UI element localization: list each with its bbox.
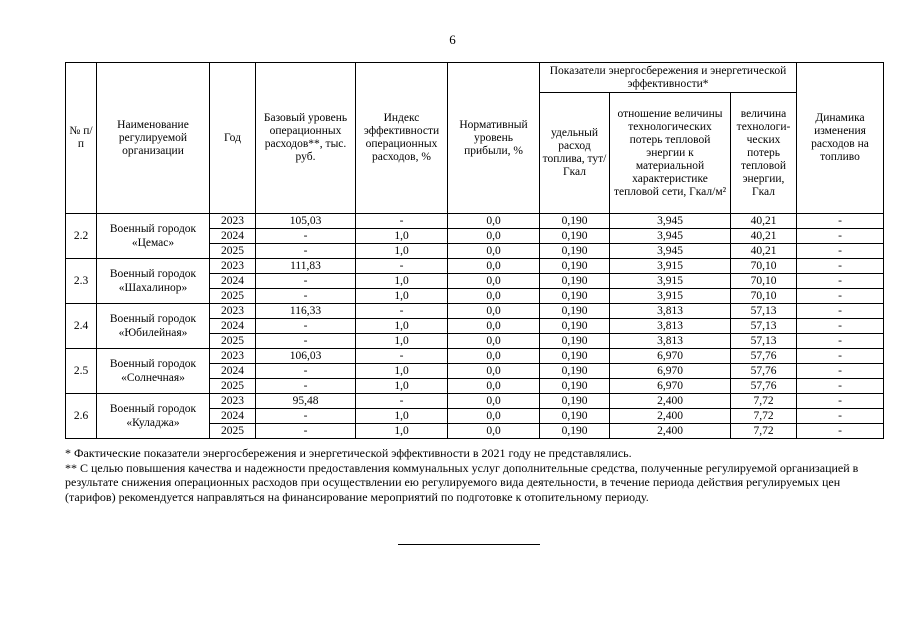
cell-dynamics: - (797, 394, 884, 409)
cell-dynamics: - (797, 289, 884, 304)
cell-losses: 70,10 (731, 259, 797, 274)
cell-year: 2023 (210, 214, 256, 229)
cell-ratio: 6,970 (610, 379, 731, 394)
cell-fuel: 0,190 (540, 229, 610, 244)
cell-ratio: 2,400 (610, 424, 731, 439)
cell-base: 111,83 (256, 259, 356, 274)
cell-index: 1,0 (356, 274, 448, 289)
cell-profit: 0,0 (448, 364, 540, 379)
cell-losses: 57,76 (731, 379, 797, 394)
row-number: 2.6 (66, 394, 97, 439)
cell-profit: 0,0 (448, 259, 540, 274)
table-row (66, 304, 884, 319)
cell-profit: 0,0 (448, 274, 540, 289)
header-dynamics: Динамика изменения расходов на топливо (797, 63, 884, 214)
organization-name: Военный городок «Куладжа» (97, 394, 210, 439)
page-number: 6 (449, 32, 456, 47)
cell-base: - (256, 244, 356, 259)
cell-profit: 0,0 (448, 244, 540, 259)
footnote-2: ** С целью повышения качества и надежности предоставления коммунальных услуг дополнительные средства, полученные регулируемой организацией в результате снижения операционных расходов при осуществлении ею регулируемого вида деятельности, в течение периода действия регулируемых цен (тарифов) рекомендуется направляться на финансирование мероприятий по подготовке к отопительному периоду. (65, 460, 859, 504)
header-ratio: отношение величины технологических потерь тепловой энергии к материальной характеристике тепловой сети, Гкал/м² (610, 93, 731, 214)
cell-fuel: 0,190 (540, 289, 610, 304)
cell-ratio: 6,970 (610, 349, 731, 364)
cell-dynamics: - (797, 274, 884, 289)
table-row (66, 214, 884, 229)
cell-dynamics: - (797, 214, 884, 229)
cell-base: - (256, 424, 356, 439)
cell-profit: 0,0 (448, 409, 540, 424)
cell-losses: 70,10 (731, 274, 797, 289)
cell-losses: 40,21 (731, 214, 797, 229)
cell-profit: 0,0 (448, 424, 540, 439)
cell-losses: 57,13 (731, 304, 797, 319)
cell-losses: 40,21 (731, 229, 797, 244)
cell-base: - (256, 379, 356, 394)
cell-ratio: 3,915 (610, 289, 731, 304)
cell-profit: 0,0 (448, 214, 540, 229)
cell-index: 1,0 (356, 244, 448, 259)
cell-year: 2025 (210, 334, 256, 349)
header-losses: величина технологи-ческих потерь тепловой энергии, Гкал (731, 93, 797, 214)
cell-dynamics: - (797, 334, 884, 349)
header-num: № п/п (66, 63, 97, 214)
header-index: Индекс эффективности операционных расходов, % (356, 63, 448, 214)
cell-index: 1,0 (356, 289, 448, 304)
cell-base: 105,03 (256, 214, 356, 229)
cell-losses: 7,72 (731, 394, 797, 409)
footnotes (65, 446, 885, 504)
cell-dynamics: - (797, 229, 884, 244)
cell-index: - (356, 394, 448, 409)
cell-year: 2023 (210, 349, 256, 364)
footnote-1: * Фактические показатели энергосбережения и энергетической эффективности в 2021 году не представлялись. (65, 446, 632, 460)
cell-fuel: 0,190 (540, 214, 610, 229)
cell-base: - (256, 334, 356, 349)
cell-index: 1,0 (356, 229, 448, 244)
cell-profit: 0,0 (448, 394, 540, 409)
cell-index: 1,0 (356, 424, 448, 439)
cell-base: 116,33 (256, 304, 356, 319)
cell-ratio: 3,813 (610, 304, 731, 319)
cell-fuel: 0,190 (540, 379, 610, 394)
cell-dynamics: - (797, 259, 884, 274)
cell-dynamics: - (797, 319, 884, 334)
cell-fuel: 0,190 (540, 409, 610, 424)
cell-year: 2023 (210, 394, 256, 409)
cell-index: 1,0 (356, 379, 448, 394)
cell-fuel: 0,190 (540, 259, 610, 274)
organization-name: Военный городок «Солнечная» (97, 349, 210, 394)
cell-index: 1,0 (356, 364, 448, 379)
cell-base: 95,48 (256, 394, 356, 409)
header-energy-group: Показатели энергосбережения и энергетической эффективности* (540, 63, 797, 93)
organization-name: Военный городок «Цемас» (97, 214, 210, 259)
header-org: Наименование регулируемой организации (97, 63, 210, 214)
cell-index: 1,0 (356, 334, 448, 349)
cell-losses: 57,76 (731, 364, 797, 379)
header-fuel: удельный расход топлива, тут/Гкал (540, 93, 610, 214)
cell-profit: 0,0 (448, 334, 540, 349)
header-profit: Нормативный уровень прибыли, % (448, 63, 540, 214)
cell-fuel: 0,190 (540, 364, 610, 379)
separator-line (398, 544, 540, 545)
table-body (66, 214, 884, 439)
cell-fuel: 0,190 (540, 349, 610, 364)
cell-losses: 7,72 (731, 424, 797, 439)
cell-ratio: 3,945 (610, 229, 731, 244)
cell-losses: 70,10 (731, 289, 797, 304)
table-row (66, 394, 884, 409)
row-number: 2.5 (66, 349, 97, 394)
table-row (66, 349, 884, 364)
cell-losses: 57,13 (731, 319, 797, 334)
row-number: 2.4 (66, 304, 97, 349)
cell-fuel: 0,190 (540, 274, 610, 289)
row-number: 2.3 (66, 259, 97, 304)
cell-ratio: 2,400 (610, 394, 731, 409)
cell-index: 1,0 (356, 409, 448, 424)
cell-ratio: 3,813 (610, 319, 731, 334)
cell-index: - (356, 214, 448, 229)
cell-profit: 0,0 (448, 319, 540, 334)
cell-ratio: 2,400 (610, 409, 731, 424)
cell-fuel: 0,190 (540, 424, 610, 439)
cell-fuel: 0,190 (540, 394, 610, 409)
cell-profit: 0,0 (448, 289, 540, 304)
cell-losses: 40,21 (731, 244, 797, 259)
cell-year: 2024 (210, 274, 256, 289)
cell-losses: 57,13 (731, 334, 797, 349)
cell-ratio: 3,945 (610, 214, 731, 229)
cell-index: - (356, 349, 448, 364)
cell-profit: 0,0 (448, 304, 540, 319)
cell-base: - (256, 229, 356, 244)
cell-year: 2025 (210, 289, 256, 304)
cell-base: - (256, 409, 356, 424)
cell-dynamics: - (797, 424, 884, 439)
cell-ratio: 6,970 (610, 364, 731, 379)
organization-name: Военный городок «Шахалинор» (97, 259, 210, 304)
cell-dynamics: - (797, 364, 884, 379)
cell-profit: 0,0 (448, 379, 540, 394)
cell-year: 2024 (210, 319, 256, 334)
cell-fuel: 0,190 (540, 319, 610, 334)
cell-fuel: 0,190 (540, 334, 610, 349)
table-row (66, 259, 884, 274)
cell-dynamics: - (797, 244, 884, 259)
cell-year: 2023 (210, 304, 256, 319)
cell-base: - (256, 289, 356, 304)
cell-ratio: 3,915 (610, 259, 731, 274)
cell-year: 2024 (210, 409, 256, 424)
cell-ratio: 3,915 (610, 274, 731, 289)
row-number: 2.2 (66, 214, 97, 259)
cell-base: 106,03 (256, 349, 356, 364)
cell-losses: 7,72 (731, 409, 797, 424)
cell-year: 2025 (210, 244, 256, 259)
cell-losses: 57,76 (731, 349, 797, 364)
header-base: Базовый уровень операционных расходов**, тыс. руб. (256, 63, 356, 214)
cell-fuel: 0,190 (540, 304, 610, 319)
cell-base: - (256, 319, 356, 334)
cell-profit: 0,0 (448, 349, 540, 364)
cell-base: - (256, 274, 356, 289)
cell-year: 2024 (210, 229, 256, 244)
cell-profit: 0,0 (448, 229, 540, 244)
header-year: Год (210, 63, 256, 214)
cell-dynamics: - (797, 349, 884, 364)
cell-ratio: 3,813 (610, 334, 731, 349)
cell-dynamics: - (797, 409, 884, 424)
cell-year: 2024 (210, 364, 256, 379)
cell-base: - (256, 364, 356, 379)
cell-index: - (356, 304, 448, 319)
cell-index: - (356, 259, 448, 274)
cell-year: 2025 (210, 424, 256, 439)
cell-year: 2023 (210, 259, 256, 274)
cell-year: 2025 (210, 379, 256, 394)
cell-index: 1,0 (356, 319, 448, 334)
cell-ratio: 3,945 (610, 244, 731, 259)
tariff-table (65, 62, 884, 439)
cell-dynamics: - (797, 304, 884, 319)
cell-fuel: 0,190 (540, 244, 610, 259)
cell-dynamics: - (797, 379, 884, 394)
organization-name: Военный городок «Юбилейная» (97, 304, 210, 349)
